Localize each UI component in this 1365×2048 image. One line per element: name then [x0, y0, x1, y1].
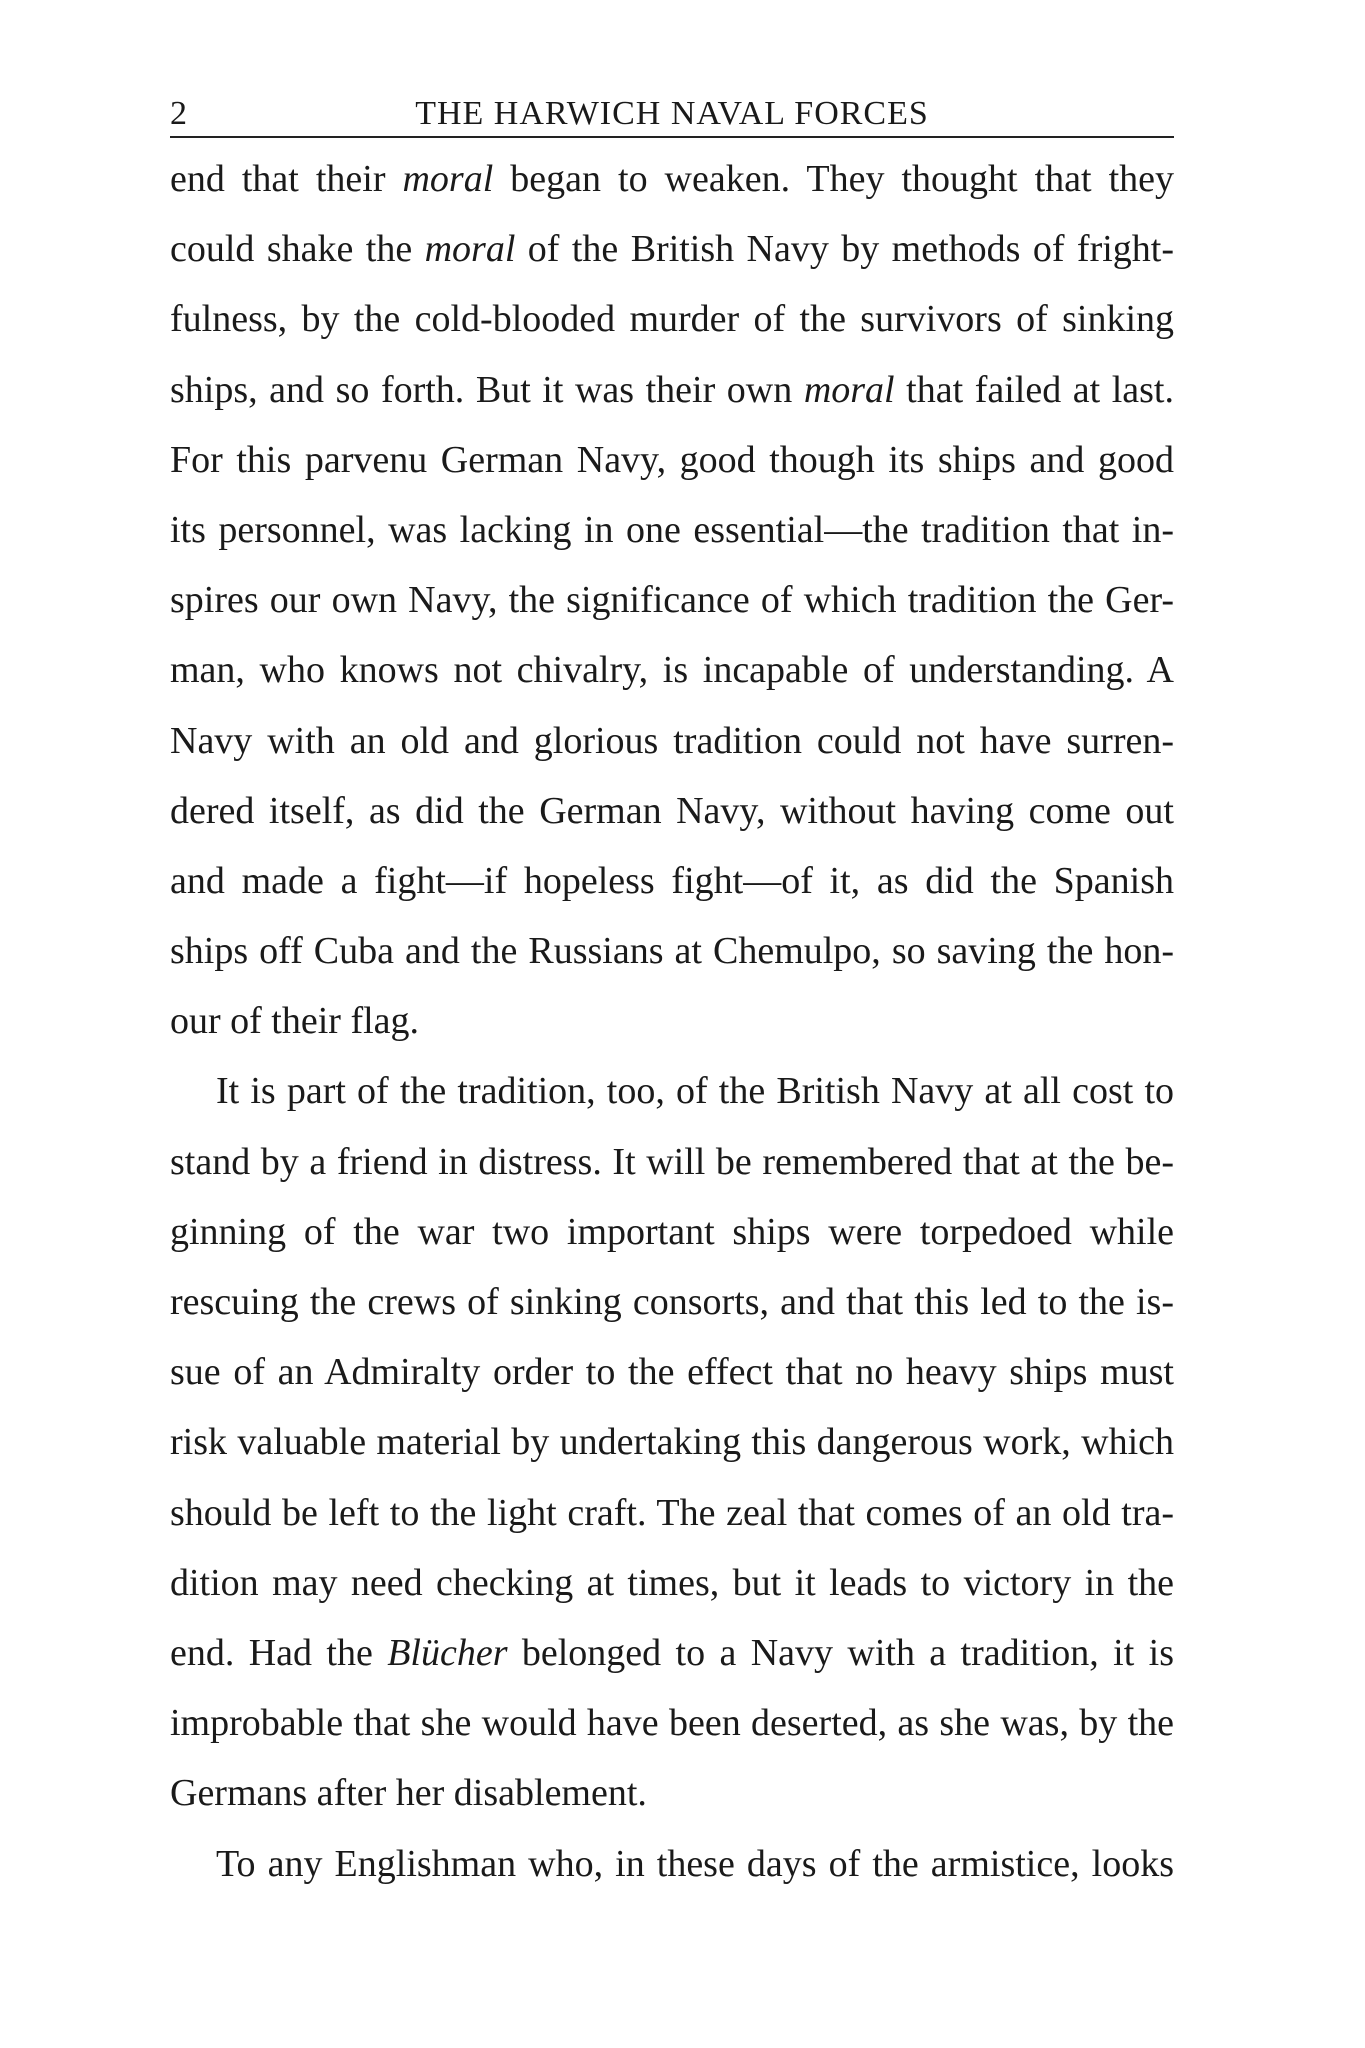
body-text [170, 144, 1174, 1899]
text-line: end. Had the Blücher belonged to a Navy with a tradition, it is [170, 1631, 1174, 1674]
text-line: our of their flag. [170, 1000, 420, 1043]
text-line: could shake the moral of the British Navy by methods of fright- [170, 228, 1174, 271]
italic-term: moral [803, 368, 895, 411]
text-line: dition may need checking at times, but it leads to victory in the [170, 1561, 1174, 1604]
text-line: dered itself, as did the German Navy, without having come out [170, 789, 1174, 832]
book-title: THE HARWICH NAVAL FORCES [415, 95, 929, 132]
text-line: ginning of the war two important ships were torpedoed while [170, 1210, 1174, 1253]
italic-term: moral [402, 158, 494, 200]
text-line: rescuing the crews of sinking consorts, and that this led to the is- [170, 1281, 1174, 1323]
text-line: should be left to the light craft. The zeal that comes of an old tra- [170, 1491, 1174, 1534]
italic-ship-name: Blücher [387, 1631, 508, 1674]
text-line: stand by a friend in distress. It will be remembered that at the be- [170, 1140, 1174, 1183]
text-line: end that their moral began to weaken. They thought that they [170, 158, 1175, 200]
text-line: ships off Cuba and the Russians at Chemulpo, so saving the hon- [170, 930, 1174, 973]
running-header [170, 92, 1174, 138]
text-line: For this parvenu German Navy, good though its ships and good [170, 438, 1174, 481]
italic-term: moral [424, 228, 516, 271]
text-line: To any Englishman who, in these days of the armistice, looks [216, 1842, 1174, 1885]
text-line: spires our own Navy, the significance of which tradition the Ger- [170, 579, 1174, 622]
text-line: sue of an Admiralty order to the effect that no heavy ships must [170, 1351, 1174, 1394]
text-line: ships, and so forth. But it was their own moral that failed at last. [170, 368, 1174, 411]
text-line: fulness, by the cold-blooded murder of the survivors of sinking [170, 298, 1174, 341]
text-line: improbable that she would have been deserted, as she was, by the [170, 1702, 1174, 1745]
text-line: risk valuable material by undertaking this dangerous work, which [170, 1421, 1174, 1464]
page-number: 2 [170, 95, 187, 132]
book-page [170, 92, 1174, 1982]
text-line: It is part of the tradition, too, of the British Navy at all cost to [216, 1070, 1174, 1113]
text-line: its personnel, was lacking in one essential—the tradition that in- [170, 508, 1174, 551]
text-line: Germans after her disablement. [170, 1772, 647, 1815]
text-line: man, who knows not chivalry, is incapable of understanding. A [170, 649, 1174, 692]
text-line: and made a fight—if hopeless fight—of it, as did the Spanish [170, 859, 1174, 902]
text-line: Navy with an old and glorious tradition could not have surren- [170, 719, 1174, 762]
